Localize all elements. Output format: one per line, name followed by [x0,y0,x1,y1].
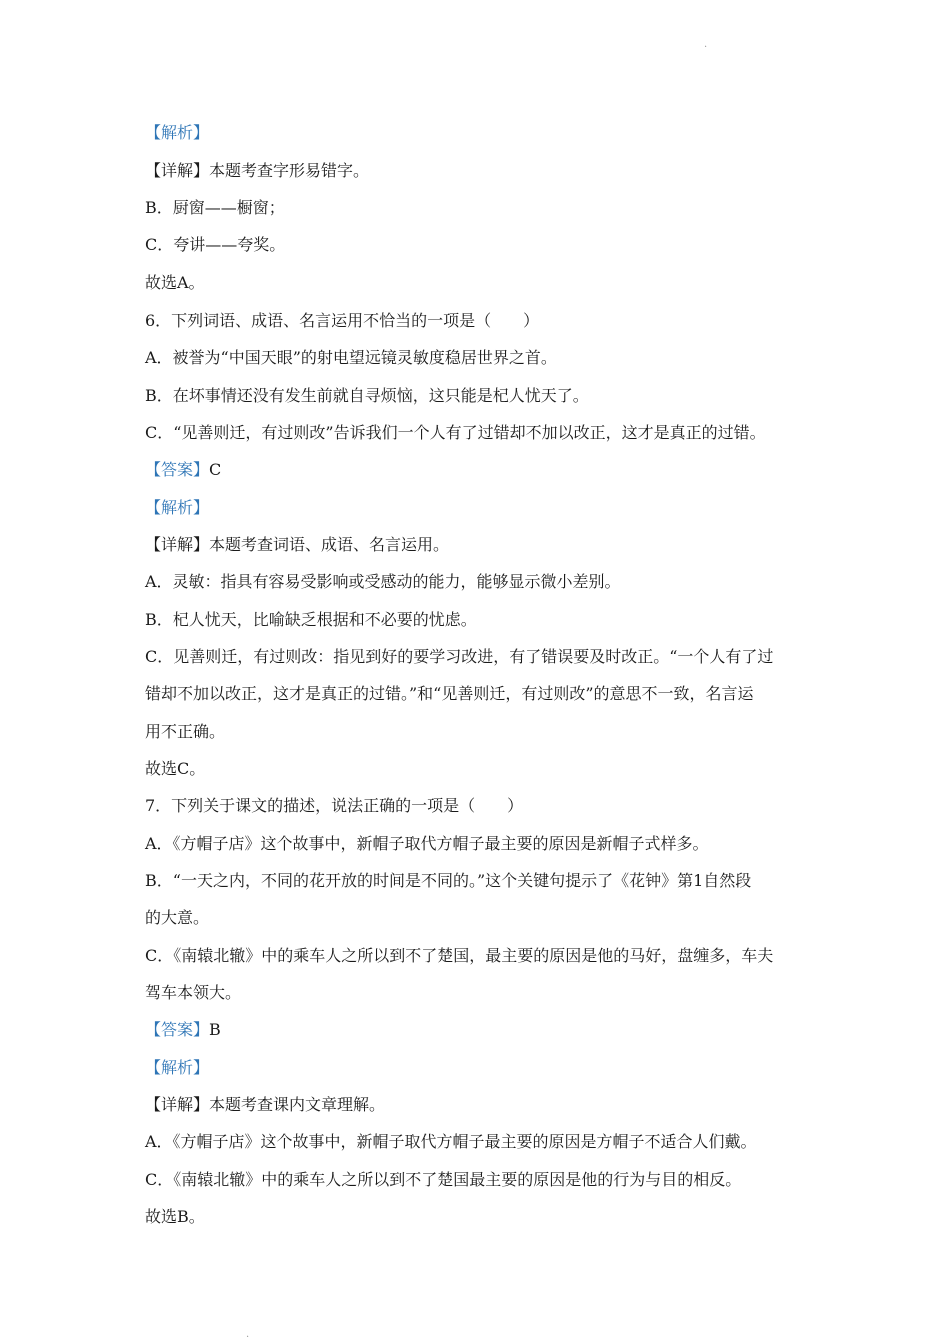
detail-tag: 【详解】 [145,1095,210,1114]
detail-tag: 【详解】 [145,535,210,554]
analysis-heading: 【解析】 [145,1058,210,1077]
explanation-b: B．厨窗——橱窗； [145,198,285,217]
corner-mark: . [704,39,708,50]
conclusion: 故选B。 [145,1207,205,1226]
question-6-answer [145,459,221,481]
explanation-c-line1: C．见善则迁，有过则改：指见到好的要学习改进，有了错误要及时改正。“一个人有了过 [145,647,774,666]
detail-text: 本题考查词语、成语、名言运用。 [209,535,450,554]
footer-mark: . [246,1329,250,1340]
question-7-answer [145,1019,221,1041]
question-6-option-c: C．“见善则迁，有过则改”告诉我们一个人有了过错却不加以改正，这才是真正的过错。 [145,423,766,442]
detail-text: 本题考查字形易错字。 [209,161,370,180]
explanation-a: A．灵敏：指具有容易受影响或受感动的能力，能够显示微小差别。 [145,572,621,591]
explanation-a: A．《方帽子店》这个故事中，新帽子取代方帽子最主要的原因是方帽子不适合人们戴。 [145,1132,757,1151]
question-6-option-b: B．在坏事情还没有发生前就自寻烦恼，这只能是杞人忧天了。 [145,386,589,405]
detail-line [145,160,369,182]
question-7-stem: 7．下列关于课文的描述，说法正确的一项是（ ） [145,796,524,815]
detail-line [145,534,449,556]
explanation-c-line2: 错却不加以改正，这才是真正的过错。”和“见善则迁，有过则改”的意思不一致，名言运 [145,684,754,703]
analysis-heading: 【解析】 [145,498,210,517]
analysis-heading: 【解析】 [145,123,210,142]
detail-tag: 【详解】 [145,161,210,180]
answer-tag: 【答案】 [145,460,210,479]
explanation-c: C．《南辕北辙》中的乘车人之所以到不了楚国最主要的原因是他的行为与目的相反。 [145,1170,742,1189]
question-7-option-c-line2: 驾车本领大。 [145,983,242,1002]
explanation-c-line3: 用不正确。 [145,722,226,741]
explanation-b: B．杞人忧天，比喻缺乏根据和不必要的忧虑。 [145,610,477,629]
explanation-c: C．夸讲——夸奖。 [145,235,286,254]
question-6-option-a: A．被誉为“中国天眼”的射电望远镜灵敏度稳居世界之首。 [145,348,557,367]
question-7-option-b-line2: 的大意。 [145,908,210,927]
answer-value: C [209,460,222,479]
question-7-option-c-line1: C．《南辕北辙》中的乘车人之所以到不了楚国，最主要的原因是他的马好，盘缠多，车夫 [145,946,774,965]
detail-line [145,1094,385,1116]
question-6-stem: 6．下列词语、成语、名言运用不恰当的一项是（ ） [145,311,540,330]
question-7-option-a: A．《方帽子店》这个故事中，新帽子取代方帽子最主要的原因是新帽子式样多。 [145,834,709,853]
conclusion: 故选C。 [145,759,206,778]
question-7-option-b-line1: B．“一天之内，不同的花开放的时间是不同的。”这个关键句提示了《花钟》第1自然段 [145,871,752,890]
detail-text: 本题考查课内文章理解。 [209,1095,386,1114]
answer-value: B [209,1020,221,1039]
answer-tag: 【答案】 [145,1020,210,1039]
conclusion: 故选A。 [145,273,205,292]
